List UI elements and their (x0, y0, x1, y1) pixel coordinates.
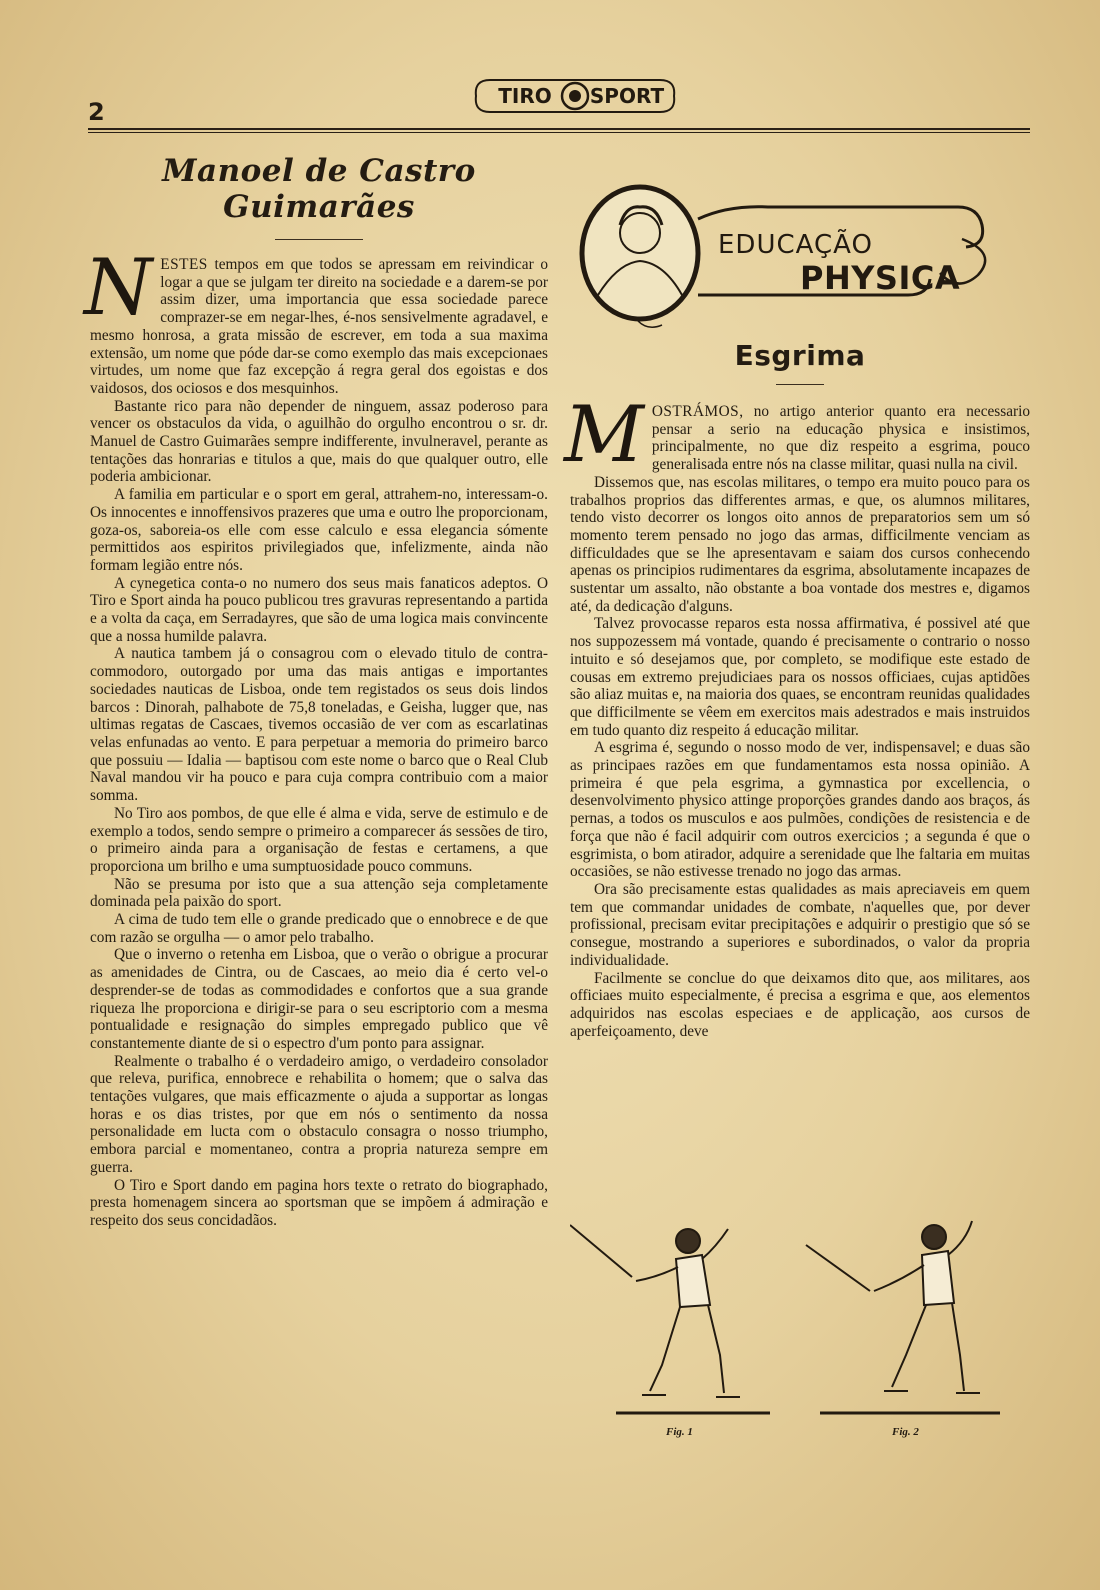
figure-caption: Fig. 1 (666, 1426, 693, 1438)
header-rule-thin (88, 132, 1030, 133)
svg-text:SPORT: SPORT (589, 84, 665, 108)
fencing-illustrations (570, 1215, 1030, 1435)
title-rule (275, 239, 363, 240)
article-title: Manoel de Castro Guimarães (162, 153, 476, 225)
paragraph-text: tempos em que todos se apressam em reivindicar o logar a que se julgam ter direito na sociedade e a darem-se por assim dizer, uma importancia que essa sociedade parece comprazer-se em negar-lhes, é-nos sensivelmente agradavel, e mesmo honrosa, a grata missão de escrever, em toda a sua maxima extensão, um nome que póde dar-se como exemplo das mais excepcionaes virtudes, um nome que faz excepção á regra geral dos egoistas e dos vaidosos, dos ociosos e dos mesquinhos. (90, 256, 548, 397)
title-rule (776, 384, 824, 385)
paragraph (84, 243, 548, 398)
paragraph: Realmente o trabalho é o verdadeiro amigo, o verdadeiro consolador que releva, purifica, ennobrece e rehabilita o homem; que o salva das tentações vulgares, que mais efficazmente o ajuda a supportar as longas horas e os dias tristes, por que em nós o sentimento da nossa personalidade em lucta com o obstaculo consagra o nosso triumpho, embora parcial e momentaneo, contra a propria natureza sempre em guerra. (90, 1052, 548, 1176)
paragraph-text: , no artigo anterior quanto era necessario pensar a serio na educação physica e insistimos, principalmente, no que diz respeito a esgrima, pouco generalisada entre nós na classe militar, quasi nulla na civil. (651, 403, 1030, 474)
paragraph: Talvez provocasse reparos esta nossa affirmativa, é possivel até que nos suppozessem má vontade, quando é precisamente o contrario o nosso intuito e só desejamos que, por completo, se modifique este estado de cousas em extremo prejudiciaes para os nossos officiaes, cujas aptidões são aliaz muitas e, na maioria dos quaes, se encontram reunidas qualidades que difficilmente se vêem em exercitos mais adestrados e mais instruidos em tudo quanto diz respeito á educação militar. (570, 615, 1030, 739)
article-body (564, 390, 1030, 1040)
banner-line1: EDUCAÇÃO (718, 230, 873, 260)
fencer-figure-1 (570, 1225, 770, 1413)
paragraph: A cima de tudo tem elle o grande predicado que o ennobrece e de que com razão se orgulha — o amor pelo trabalho. (90, 911, 548, 946)
paragraph (564, 390, 1030, 480)
page-number: 2 (88, 98, 105, 126)
paragraph: Que o inverno o retenha em Lisboa, que o verão o obrigue a procurar as amenidades de Cintra, ou de Cascaes, ao meio dia é certo vel-o desprender-se de todas as commodidades e confortos que a sua grande riqueza lhe proporciona e dirigir-se para o seu escriptorio com a mesma pontualidade e resignação do simples empregado publico que vê constantemente diante de si o espectro d'um ponto para assignar. (90, 946, 548, 1052)
masthead-logo (470, 70, 680, 122)
paragraph: A esgrima é, segundo o nosso modo de ver, indispensavel; e duas são as principaes razões em que fundamentamos esta nossa opinião. A primeira é que pela esgrima, a gymnastica por excellencia, o desenvolvimento physico attinge proporções grandes dando aos braços, ás pernas, a todos os musculos e aos pulmões, condições de resistencia e de força que não é facil adquirir com outros exercicios ; a segunda é que o esgrimista, o bom atirador, adquire a serenidade que lhe faltaria em muitas occasiões, se não estivesse trenado no jogo das armas. (570, 739, 1030, 881)
header-rule (88, 128, 1030, 130)
section-title: Esgrima (734, 339, 866, 372)
paragraph: No Tiro aos pombos, de que elle é alma e vida, serve de estimulo e de exemplo a todos, sendo sempre o primeiro a comparecer ás sessões de tiro, o primeiro ainda para a organisação de festas e certamens, a que proporciona um brilho e uma sumptuosidade pouco communs. (90, 804, 548, 875)
paragraph: Não se presuma por isto que a sua attenção seja completamente dominada pela paixão do sport. (90, 875, 548, 911)
drop-cap: M (564, 390, 644, 480)
paragraph: Bastante rico para não depender de ninguem, assaz poderoso para vencer os obstaculos da vida, o aguilhão do orgulho encontrou o sr. dr. Manuel de Castro Guimarães sempre indifferente, invulneravel, perante as tentações das honrarias e titulos a que, mais do que qualquer outro, elle poderia ambicionar. (90, 397, 548, 486)
section-banner (578, 175, 998, 335)
banner-line2: PHYSICA (800, 259, 961, 297)
paragraph: A familia em particular e o sport em geral, attrahem-no, interessam-o. Os innocentes e innoffensivos prazeres que uma e outro lhe proporcionam, goza-os, saboreia-os elle com esse calculo e essa elegancia sómente permittidos aos espiritos privilegiados que, infelizmente, ainda não formam legião entre nós. (90, 486, 548, 574)
article-body (84, 243, 548, 1230)
paragraph: O Tiro e Sport dando em pagina hors texte o retrato do biographado, presta homenagem sincera ao sportsman que se impõem á admiração e respeito dos seus concidadãos. (90, 1176, 548, 1229)
paragraph: Facilmente se conclue do que deixamos dito que, aos militares, aos officiaes muito especialmente, é precisa a esgrima e que, aos elementos adquiridos nas escolas especiaes e de applicação, aos cursos de aperfeiçoamento, deve (570, 969, 1030, 1040)
lead-word: OSTRÁMOS (651, 403, 740, 420)
drop-cap: N (84, 243, 153, 333)
paragraph: A cynegetica conta-o no numero dos seus mais fanaticos adeptos. O Tiro e Sport ainda ha pouco publicou tres gravuras representando a partida e a volta da caça, em Serradayres, que são de uma logica mais convincente que a nossa humilde palavra. (90, 574, 548, 645)
article-right (564, 175, 1030, 1040)
svg-text:TIRO: TIRO (498, 84, 552, 108)
paragraph: Ora são precisamente estas qualidades as mais apreciaveis em quem tem que commandar unidades de combate, n'aquelles que, por dever profissional, precisam evitar precipitações e adquirir o prestigio que só se consegue, mostrando a superiores e subordinados, o valor da propria individualidade. (570, 880, 1030, 969)
paragraph: A nautica tambem já o consagrou com o elevado titulo de contra-commodoro, outorgado por uma das mais antigas e importantes sociedades nauticas de Lisboa, onde tem registados os seus dois lindos barcos : Dinorah, palhabote de 75,8 toneladas, e Geisha, lugger que, nas ultimas regatas de Cascaes, tivemos occasião de ver com as escarlatinas velas enfunadas ao vento. E para perpetuar a memoria do primeiro barco que possuiu — Idalia — baptisou com este nome o barco que o Real Club Naval mandou vir ha pouco e para cuja compra contribuio com a maior somma. (90, 645, 548, 805)
article-left (84, 145, 548, 1230)
fencer-figure-2 (806, 1221, 1000, 1413)
figure-caption: Fig. 2 (892, 1426, 919, 1438)
paragraph: Dissemos que, nas escolas militares, o tempo era muito pouco para os trabalhos proprios das differentes armas, e que, os alumnos militares, tendo visto decorrer os longos oito annos de preparatorios sem um só momento terem pensado no jogo das armas, difficilmente venciam as difficuldades que se lhe apresentavam e saiam dos cursos conhecendo apenas os principios rudimentares da esgrima, absolutamente incapazes de sustentar um assalto, não obstante a boa vontade dos mestres e, digamos até, da dedicação d'alguns. (570, 473, 1030, 615)
lead-word: ESTES (160, 256, 208, 273)
